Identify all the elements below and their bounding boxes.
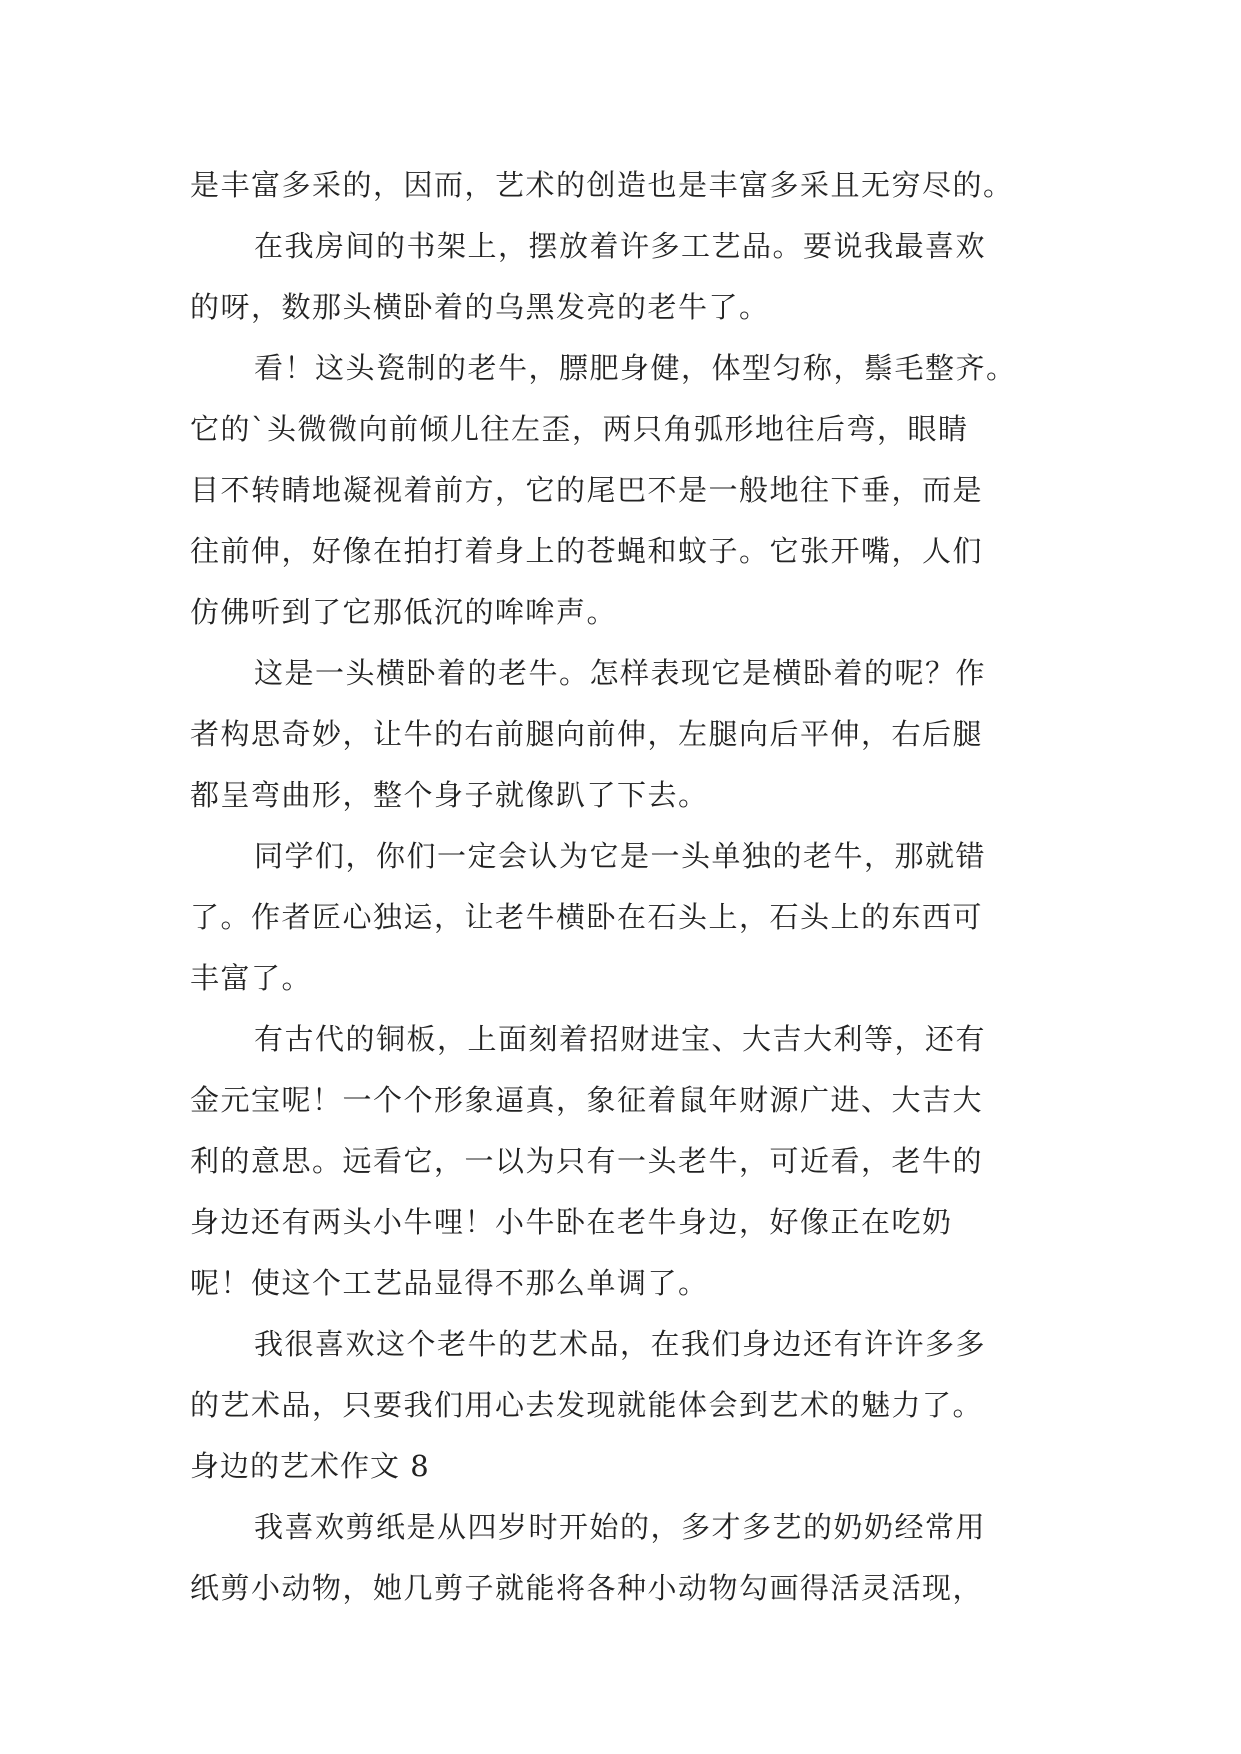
- text-line: 同学们，你们一定会认为它是一头单独的老牛，那就错: [254, 839, 987, 873]
- text-line: 了。作者匠心独运，让老牛横卧在石头上，石头上的东西可: [190, 900, 984, 934]
- text-line: 的呀，数那头横卧着的乌黑发亮的老牛了。: [190, 290, 770, 324]
- text-line: 在我房间的书架上，摆放着许多工艺品。要说我最喜欢: [254, 229, 987, 263]
- text-line: 呢！使这个工艺品显得不那么单调了。: [190, 1266, 709, 1300]
- text-line: 我很喜欢这个老牛的艺术品，在我们身边还有许许多多: [254, 1327, 987, 1361]
- text-line: 往前伸，好像在拍打着身上的苍蝇和蚊子。它张开嘴，人们: [190, 534, 984, 568]
- text-line: 有古代的铜板，上面刻着招财进宝、大吉大利等，还有: [254, 1022, 987, 1056]
- text-line: 仿佛听到了它那低沉的哞哞声。: [190, 595, 618, 629]
- text-line: 都呈弯曲形，整个身子就像趴了下去。: [190, 778, 709, 812]
- text-line: 目不转睛地凝视着前方，它的尾巴不是一般地往下垂，而是: [190, 473, 984, 507]
- text-line: 这是一头横卧着的老牛。怎样表现它是横卧着的呢？作: [254, 656, 987, 690]
- text-line: 身边还有两头小牛哩！小牛卧在老牛身边，好像正在吃奶: [190, 1205, 953, 1239]
- text-line: 者构思奇妙，让牛的右前腿向前伸，左腿向后平伸，右后腿: [190, 717, 984, 751]
- text-line: 它的`头微微向前倾儿往左歪，两只角弧形地往后弯，眼睛: [190, 412, 969, 446]
- text-line: 的艺术品，只要我们用心去发现就能体会到艺术的魅力了。: [190, 1388, 984, 1422]
- text-line: 看！这头瓷制的老牛，膘肥身健，体型匀称，鬃毛整齐。: [254, 351, 1017, 385]
- text-line: 是丰富多采的，因而，艺术的创造也是丰富多采且无穷尽的。: [190, 168, 1014, 202]
- text-line: 丰富了。: [190, 961, 313, 995]
- text-line: 金元宝呢！一个个形象逼真，象征着鼠年财源广进、大吉大: [190, 1083, 984, 1117]
- text-line: 利的意思。远看它，一以为只有一头老牛，可近看，老牛的: [190, 1144, 984, 1178]
- text-line: 纸剪小动物，她几剪子就能将各种小动物勾画得活灵活现，: [190, 1571, 984, 1605]
- document-body: [190, 155, 1070, 1619]
- text-line: 我喜欢剪纸是从四岁时开始的，多才多艺的奶奶经常用: [254, 1510, 987, 1544]
- section-heading: 身边的艺术作文 8: [190, 1449, 430, 1483]
